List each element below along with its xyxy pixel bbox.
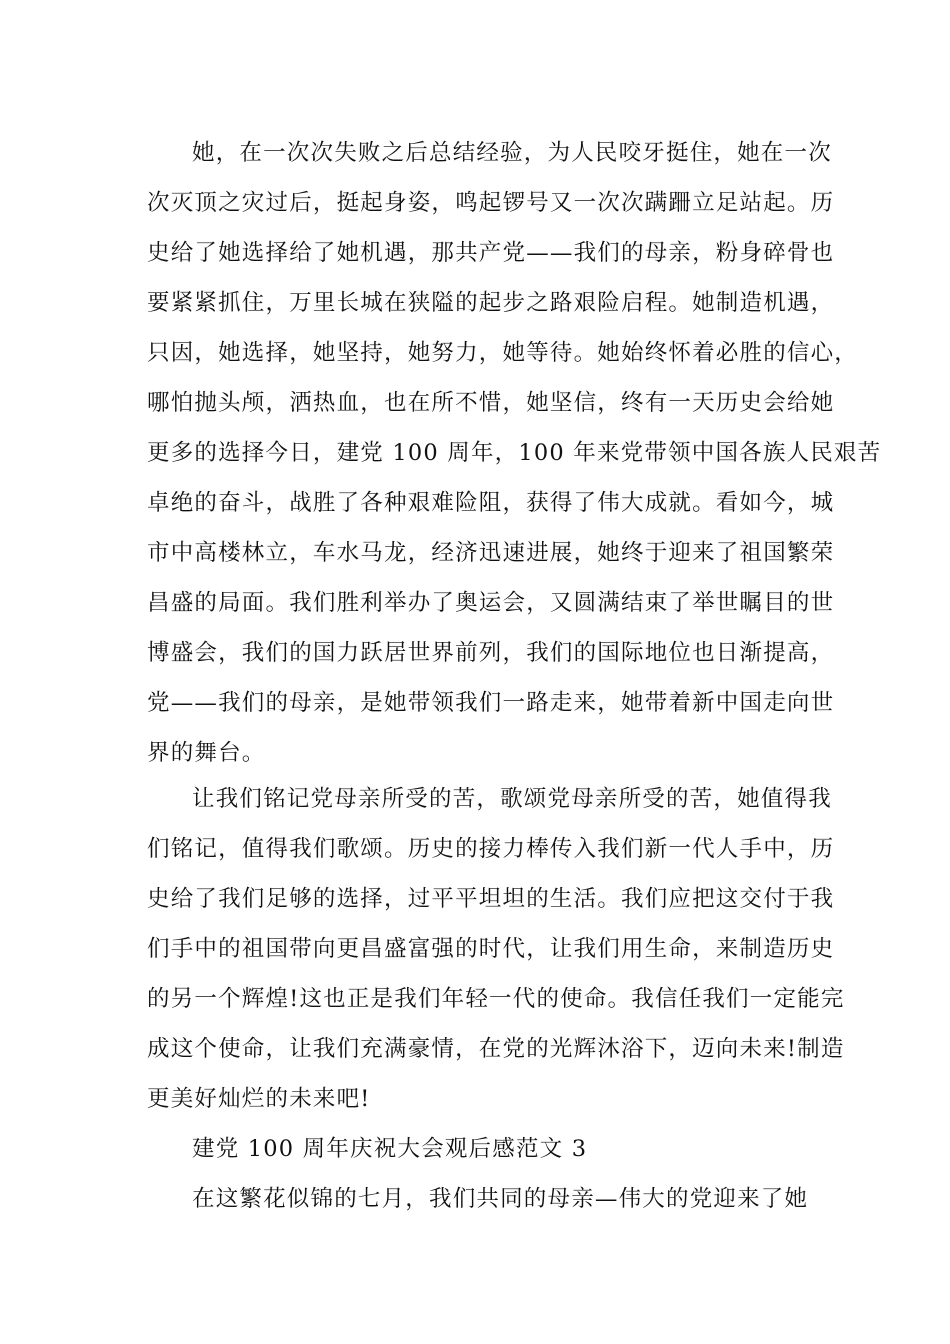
paragraph-line: 的另一个辉煌!这也正是我们年轻一代的使命。我信任我们一定能完 [147,986,845,1012]
paragraph-line: 们铭记，值得我们歌颂。历史的接力棒传入我们新一代人手中，历 [147,836,835,862]
paragraph-line: 更美好灿烂的未来吧! [147,1086,371,1112]
paragraph-line: 次灭顶之灾过后，挺起身姿，鸣起锣号又一次次蹒跚立足站起。历 [147,190,835,216]
paragraph-line: 博盛会，我们的国力跃居世界前列，我们的国际地位也日渐提高， [147,640,835,666]
paragraph-line: 史给了她选择给了她机遇，那共产党——我们的母亲，粉身碎骨也 [147,240,835,266]
paragraph-line: 在这繁花似锦的七月，我们共同的母亲—伟大的党迎来了她 [192,1186,809,1212]
paragraph-line: 史给了我们足够的选择，过平平坦坦的生活。我们应把这交付于我 [147,886,835,912]
paragraph-line: 哪怕抛头颅，洒热血，也在所不惜，她坚信，终有一天历史会给她 [147,390,835,416]
paragraph-line: 让我们铭记党母亲所受的苦，歌颂党母亲所受的苦，她值得我 [192,786,832,812]
paragraph-line: 界的舞台。 [147,740,266,766]
heading-text: 建党 100 周年庆祝大会观后感范文 3 [192,1136,588,1162]
paragraph-line: 市中高楼林立，车水马龙，经济迅速进展，她终于迎来了祖国繁荣 [147,540,835,566]
paragraph-3 [147,1174,807,1224]
paragraph-line: 她，在一次次失败之后总结经验，为人民咬牙挺住，她在一次 [192,140,832,166]
paragraph-line: 要紧紧抓住，万里长城在狭隘的起步之路艰险启程。她制造机遇， [147,290,835,316]
paragraph-line: 昌盛的局面。我们胜利举办了奥运会，又圆满结束了举世瞩目的世 [147,590,835,616]
paragraph-line: 成这个使命，让我们充满豪情，在党的光辉沐浴下，迈向未来!制造 [147,1036,845,1062]
paragraph-2 [147,774,845,1124]
section-heading [147,1124,807,1174]
paragraph-line: 们手中的祖国带向更昌盛富强的时代，让我们用生命，来制造历史 [147,936,835,962]
paragraph-line: 只因，她选择，她坚持，她努力，她等待。她始终怀着必胜的信心， [147,340,859,366]
paragraph-1 [147,128,882,778]
paragraph-line: 卓绝的奋斗，战胜了各种艰难险阻，获得了伟大成就。看如今，城 [147,490,835,516]
paragraph-line: 党——我们的母亲，是她带领我们一路走来，她带着新中国走向世 [147,690,835,716]
paragraph-line: 更多的选择今日，建党 100 周年，100 年来党带领中国各族人民艰苦 [147,440,882,466]
